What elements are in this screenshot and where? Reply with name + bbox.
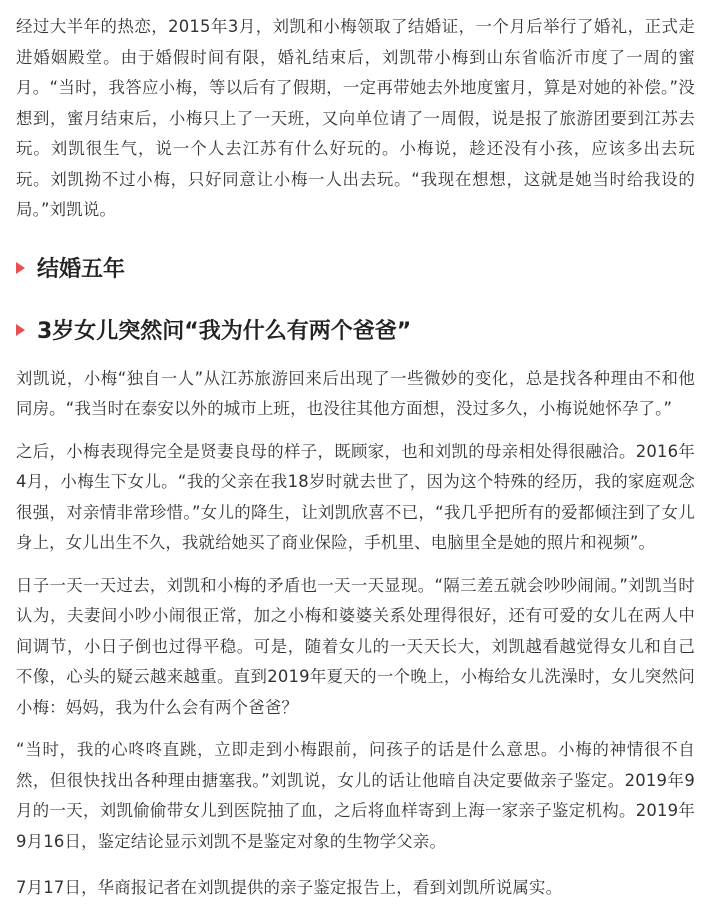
section-heading-text: 结婚五年 (37, 257, 126, 282)
paragraph-honeymoon: 经过大半年的热恋，2015年3月，刘凯和小梅领取了结婚证，一个月后举行了婚礼，正式走进婚姻殿堂。由于婚假时间有限，婚礼结束后，刘凯带小梅到山东省临沂市度了一周的蜜月。“当时，我答应小梅，等以后有了假期，一定再带她去外地度蜜月，算是对她的补偿。”没想到，蜜月结束后，小梅只上了一天班，又向单位请了一周假，说是报了旅游团要到江苏去玩。刘凯很生气，说一个人去江苏有什么好玩的。小梅说，趁还没有小孩，应该多出去玩玩。刘凯拗不过小梅，只好同意让小梅一人出去玩。“我现在想想，这就是她当时给我设的局。”刘凯说。 (16, 17, 695, 219)
section-heading-marriage (16, 248, 695, 288)
paragraph-report-verified: 7月17日，华商报记者在刘凯提供的亲子鉴定报告上，看到刘凯所说属实。 (16, 878, 563, 897)
paragraph-paternity-test: “当时，我的心咚咚直跳，立即走到小梅跟前，问孩子的话是什么意思。小梅的神情很不自然，但很快找出各种理由搪塞我。”刘凯说，女儿的话让他暗自决定要做亲子鉴定。2019年9月的一天，刘凯偷偷带女儿到医院抽了血，之后将血样寄到上海一家亲子鉴定机构。2019年9月16日，鉴定结论显示刘凯不是鉴定对象的生物学父亲。 (16, 740, 695, 851)
triangle-right-icon (16, 324, 25, 336)
paragraph-daughter-born: 之后，小梅表现得完全是贤妻良母的样子，既顾家，也和刘凯的母亲相处得很融洽。2016年4月，小梅生下女儿。“我的父亲在我18岁时就去世了，因为这个特殊的经历，我的家庭观念很强，对亲情非常珍惜。”女儿的降生，让刘凯欣喜不已，“我几乎把所有的爱都倾注到了女儿身上，女儿出生不久，我就给她买了商业保险，手机里、电脑里全是她的照片和视频”。 (16, 441, 695, 552)
section-heading-daughter-question (16, 310, 695, 350)
section-heading-text: 3岁女儿突然问“我为什么有两个爸爸” (37, 319, 412, 344)
paragraph-conflict: 日子一天一天过去，刘凯和小梅的矛盾也一天一天显现。“隔三差五就会吵吵闹闹。”刘凯当时认为，夫妻间小吵小闹很正常，加之小梅和婆婆关系处理得很好，还有可爱的女儿在两人中间调节，小日子倒也过得平稳。可是，随着女儿的一天天长大，刘凯越看越觉得女儿和自己不像，心头的疑云越来越重。直到2019年夏天的一个晚上，小梅给女儿洗澡时，女儿突然问小梅：妈妈，我为什么会有两个爸爸？ (16, 575, 695, 717)
paragraph-pregnancy: 刘凯说，小梅“独自一人”从江苏旅游回来后出现了一些微妙的变化，总是找各种理由不和他同房。“我当时在泰安以外的城市上班，也没往其他方面想，没过多久，小梅说她怀孕了。” (16, 368, 695, 418)
triangle-right-icon (16, 262, 25, 274)
